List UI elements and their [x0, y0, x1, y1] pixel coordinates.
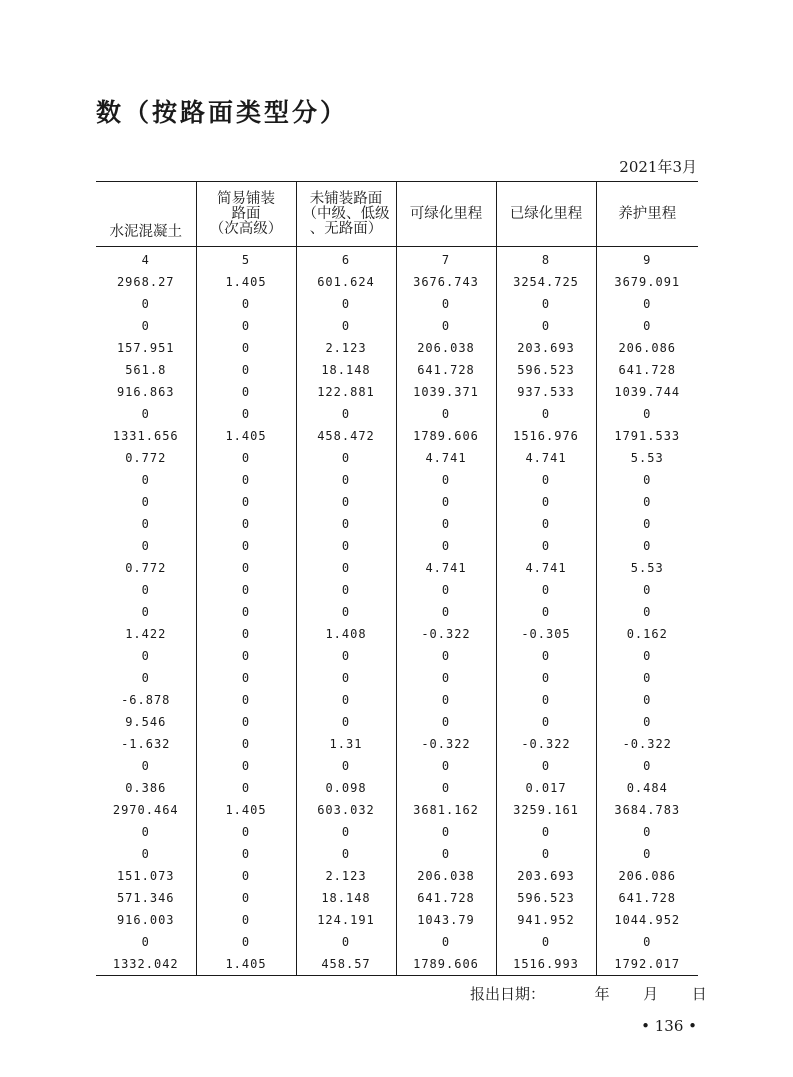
table-cell: 0	[296, 645, 396, 667]
table-cell: 0	[196, 469, 296, 491]
table-cell: 1.405	[196, 271, 296, 293]
table-cell: 1791.533	[596, 425, 698, 447]
table-cell: 0	[596, 403, 698, 425]
table-cell: 0	[496, 315, 596, 337]
table-cell: 4	[141, 253, 150, 267]
table-row	[96, 447, 698, 469]
table-cell: 5	[196, 247, 296, 272]
table-cell: 0	[596, 689, 698, 711]
table-cell: 0	[496, 711, 596, 733]
table-row	[96, 271, 698, 293]
table-row	[96, 843, 698, 865]
table-row	[96, 953, 698, 976]
table-row	[96, 667, 698, 689]
table-cell: 0	[196, 777, 296, 799]
table-cell: 2.123	[296, 337, 396, 359]
table-cell: 0	[196, 931, 296, 953]
table-cell: 0	[296, 293, 396, 315]
table-cell: 0	[196, 403, 296, 425]
table-cell: 203.693	[496, 337, 596, 359]
report-date	[470, 983, 707, 1004]
table-cell: 0	[396, 403, 496, 425]
table-cell: 641.728	[396, 887, 496, 909]
table-cell: -0.322	[396, 733, 496, 755]
table-cell: 0	[296, 513, 396, 535]
table-cell: 9.546	[125, 715, 167, 729]
header-maintenance-mileage: 养护里程	[596, 182, 698, 247]
table-cell: 0	[296, 711, 396, 733]
table-cell: 206.086	[596, 337, 698, 359]
table-cell: 2968.27	[116, 275, 175, 289]
table-cell: 0	[141, 605, 150, 619]
table-cell: 0	[196, 579, 296, 601]
table-cell: -6.878	[121, 693, 171, 707]
table-cell: 0.772	[125, 561, 167, 575]
table-cell: 0	[496, 689, 596, 711]
table-cell: 0	[196, 601, 296, 623]
table-row	[96, 315, 698, 337]
table-cell: 937.533	[496, 381, 596, 403]
table-cell: 641.728	[396, 359, 496, 381]
table-cell: 0	[296, 821, 396, 843]
table-row	[96, 689, 698, 711]
header-unpaved: 未铺装路面 （中级、低级 、无路面）	[296, 182, 396, 247]
table-row	[96, 733, 698, 755]
table-cell: 18.148	[296, 359, 396, 381]
table-cell: 0	[141, 407, 150, 421]
table-cell: 941.952	[496, 909, 596, 931]
table-cell: 0	[596, 667, 698, 689]
table-cell: 458.472	[296, 425, 396, 447]
table-cell: 0	[396, 491, 496, 513]
table-cell: 6	[296, 247, 396, 272]
table-cell: 0	[141, 517, 150, 531]
table-cell: 0	[141, 319, 150, 333]
table-body	[96, 247, 698, 976]
table-cell: 0	[196, 733, 296, 755]
table-cell: 603.032	[296, 799, 396, 821]
table-cell: 0	[196, 359, 296, 381]
table-cell: 1039.371	[396, 381, 496, 403]
table-cell: 151.073	[116, 869, 175, 883]
table-cell: 0	[196, 821, 296, 843]
table-cell: 0	[296, 535, 396, 557]
table-row	[96, 909, 698, 931]
table-cell: 0	[296, 491, 396, 513]
table-row	[96, 337, 698, 359]
table-row	[96, 711, 698, 733]
table-cell: 916.863	[116, 385, 175, 399]
table-cell: 0	[496, 535, 596, 557]
header-cement-concrete: 水泥混凝土	[109, 224, 182, 240]
table-cell: 0	[196, 711, 296, 733]
table-cell: 0	[496, 469, 596, 491]
header-greened-mileage: 已绿化里程	[496, 182, 596, 247]
table-cell: 0	[496, 579, 596, 601]
table-cell: 0	[196, 755, 296, 777]
table-cell: 4.741	[496, 447, 596, 469]
table-cell: 0	[596, 755, 698, 777]
table-cell: 0	[396, 469, 496, 491]
table-cell: 0	[196, 491, 296, 513]
table-row	[96, 887, 698, 909]
table-row	[96, 535, 698, 557]
table-cell: 0	[396, 579, 496, 601]
table-cell: 0	[196, 645, 296, 667]
table-cell: -0.322	[396, 623, 496, 645]
table-cell: 0	[196, 623, 296, 645]
table-row	[96, 777, 698, 799]
table-row	[96, 557, 698, 579]
table-cell: 0	[596, 645, 698, 667]
table-row	[96, 403, 698, 425]
table-cell: 0	[296, 601, 396, 623]
table-cell: 0	[596, 711, 698, 733]
table-cell: 0	[596, 513, 698, 535]
table-cell: 0	[496, 667, 596, 689]
table-cell: 0	[496, 293, 596, 315]
table-header	[96, 182, 698, 247]
table-cell: 0	[196, 689, 296, 711]
table-cell: 1331.656	[112, 429, 179, 443]
table-cell: 0	[196, 337, 296, 359]
table-cell: 0	[296, 931, 396, 953]
table-cell: 3681.162	[396, 799, 496, 821]
table-row	[96, 623, 698, 645]
table-cell: 0	[296, 755, 396, 777]
table-cell: 0	[496, 601, 596, 623]
table-cell: 4.741	[496, 557, 596, 579]
table-cell: 0	[596, 843, 698, 865]
table-cell: 0	[396, 821, 496, 843]
table-cell: 0	[596, 491, 698, 513]
table-cell: 5.53	[596, 447, 698, 469]
table-cell: 1.405	[196, 953, 296, 976]
table-cell: 4.741	[396, 447, 496, 469]
table-cell: 0	[141, 473, 150, 487]
table-cell: 1516.976	[496, 425, 596, 447]
table-cell: 641.728	[596, 887, 698, 909]
table-cell: 0	[196, 535, 296, 557]
table-row	[96, 425, 698, 447]
table-cell: 206.038	[396, 865, 496, 887]
table-row	[96, 799, 698, 821]
table-cell: 0	[596, 579, 698, 601]
table-cell: 0	[396, 535, 496, 557]
table-cell: 0	[141, 671, 150, 685]
table-cell: 0.484	[596, 777, 698, 799]
table-cell: 0	[496, 843, 596, 865]
table-cell: 0	[141, 847, 150, 861]
table-cell: 9	[596, 247, 698, 272]
table-cell: 1332.042	[112, 957, 179, 971]
table-cell: 4.741	[396, 557, 496, 579]
table-cell: 0	[396, 601, 496, 623]
table-cell: 0	[296, 315, 396, 337]
table-cell: 1.405	[196, 799, 296, 821]
table-cell: 1516.993	[496, 953, 596, 976]
table-cell: 0	[196, 909, 296, 931]
table-cell: 0	[396, 293, 496, 315]
table-cell: 0.772	[125, 451, 167, 465]
report-date-label: 报出日期：	[470, 985, 546, 1003]
table-cell: 0.386	[125, 781, 167, 795]
table-cell: 0	[296, 667, 396, 689]
table-cell: 0	[596, 931, 698, 953]
table-cell: 916.003	[116, 913, 175, 927]
table-cell: 0	[296, 579, 396, 601]
year-label: 年	[594, 985, 610, 1003]
table-row	[96, 865, 698, 887]
table-cell: 1.31	[296, 733, 396, 755]
table-cell: 1.422	[125, 627, 167, 641]
day-label: 日	[691, 985, 707, 1003]
report-period: 2021年3月	[619, 158, 697, 176]
table-cell: 0	[396, 513, 496, 535]
table-row	[96, 491, 698, 513]
table-cell: -0.322	[496, 733, 596, 755]
table-cell: 1043.79	[396, 909, 496, 931]
table-cell: 0	[396, 315, 496, 337]
table-cell: 122.881	[296, 381, 396, 403]
table-cell: 0	[141, 935, 150, 949]
table-cell: 561.8	[125, 363, 167, 377]
table-cell: 0	[196, 447, 296, 469]
table-row	[96, 513, 698, 535]
table-cell: 0	[196, 865, 296, 887]
table-cell: -1.632	[121, 737, 171, 751]
table-cell: 0	[296, 689, 396, 711]
table-row	[96, 247, 698, 272]
table-cell: 0	[296, 403, 396, 425]
table-cell: 1044.952	[596, 909, 698, 931]
table-cell: 0	[196, 557, 296, 579]
table-cell: 3684.783	[596, 799, 698, 821]
table-cell: 3254.725	[496, 271, 596, 293]
table-cell: 1789.606	[396, 953, 496, 976]
table-cell: 0	[196, 843, 296, 865]
table-cell: 203.693	[496, 865, 596, 887]
table-row	[96, 359, 698, 381]
table-cell: 0	[396, 711, 496, 733]
table-cell: 0	[141, 495, 150, 509]
header-row	[96, 182, 698, 247]
table-cell: 2970.464	[112, 803, 179, 817]
table-row	[96, 821, 698, 843]
table-cell: 124.191	[296, 909, 396, 931]
table-cell: 0	[196, 887, 296, 909]
table-cell: 0	[496, 645, 596, 667]
table-cell: 0	[141, 825, 150, 839]
table-cell: 1792.017	[596, 953, 698, 976]
table-cell: 0	[196, 315, 296, 337]
table-cell: 0	[496, 403, 596, 425]
table-row	[96, 601, 698, 623]
table-cell: 3259.161	[496, 799, 596, 821]
table-cell: 0	[596, 535, 698, 557]
table-cell: 0	[596, 293, 698, 315]
table-cell: 0	[396, 777, 496, 799]
table-cell: 0	[296, 469, 396, 491]
table-cell: 0	[141, 583, 150, 597]
table-row	[96, 293, 698, 315]
month-label: 月	[643, 985, 659, 1003]
table-cell: 8	[496, 247, 596, 272]
table-cell: 2.123	[296, 865, 396, 887]
table-cell: 1039.744	[596, 381, 698, 403]
table-cell: 0	[396, 843, 496, 865]
table-cell: 0	[496, 755, 596, 777]
table-cell: 0	[496, 931, 596, 953]
table-cell: 0	[296, 447, 396, 469]
table-cell: 0	[141, 759, 150, 773]
table-row	[96, 645, 698, 667]
header-greenable-mileage: 可绿化里程	[396, 182, 496, 247]
page-number: • 136 •	[641, 1017, 697, 1035]
table-cell: 0	[496, 491, 596, 513]
table-cell: 206.086	[596, 865, 698, 887]
table-cell: 601.624	[296, 271, 396, 293]
table-cell: 157.951	[116, 341, 175, 355]
table-cell: 0.162	[596, 623, 698, 645]
table-cell: 0	[141, 539, 150, 553]
table-cell: 0	[396, 755, 496, 777]
table-cell: 0	[196, 293, 296, 315]
table-cell: 0	[596, 601, 698, 623]
table-cell: 0	[496, 513, 596, 535]
table-cell: 1789.606	[396, 425, 496, 447]
table-row	[96, 469, 698, 491]
table-row	[96, 381, 698, 403]
table-cell: 458.57	[296, 953, 396, 976]
table-cell: 0	[196, 667, 296, 689]
table-row	[96, 579, 698, 601]
table-cell: 0	[296, 557, 396, 579]
table-cell: -0.305	[496, 623, 596, 645]
table-cell: 0	[141, 297, 150, 311]
table-cell: 571.346	[116, 891, 175, 905]
table-cell: 5.53	[596, 557, 698, 579]
table-cell: 0	[396, 645, 496, 667]
table-cell: 0	[396, 931, 496, 953]
table-cell: 0.017	[496, 777, 596, 799]
table-cell: 0	[596, 821, 698, 843]
table-cell: 18.148	[296, 887, 396, 909]
table-cell: 7	[396, 247, 496, 272]
table-cell: 0	[396, 689, 496, 711]
table-cell: -0.322	[596, 733, 698, 755]
table-cell: 596.523	[496, 887, 596, 909]
table-cell: 1.405	[196, 425, 296, 447]
table-cell: 3679.091	[596, 271, 698, 293]
table-cell: 0	[196, 513, 296, 535]
table-cell: 0	[196, 381, 296, 403]
table-row	[96, 755, 698, 777]
table-cell: 1.408	[296, 623, 396, 645]
table-cell: 0	[396, 667, 496, 689]
table-cell: 596.523	[496, 359, 596, 381]
table-cell: 0	[141, 649, 150, 663]
header-simple-paved: 简易铺装 路面 （次高级）	[196, 182, 296, 247]
table-row	[96, 931, 698, 953]
table-cell: 0	[596, 315, 698, 337]
table-cell: 3676.743	[396, 271, 496, 293]
table-cell: 641.728	[596, 359, 698, 381]
table-cell: 0	[496, 821, 596, 843]
statistics-table	[96, 181, 698, 976]
table-cell: 0	[296, 843, 396, 865]
table-cell: 206.038	[396, 337, 496, 359]
table-cell: 0	[596, 469, 698, 491]
page-title: 数（按路面类型分）	[96, 98, 349, 127]
table-cell: 0.098	[296, 777, 396, 799]
